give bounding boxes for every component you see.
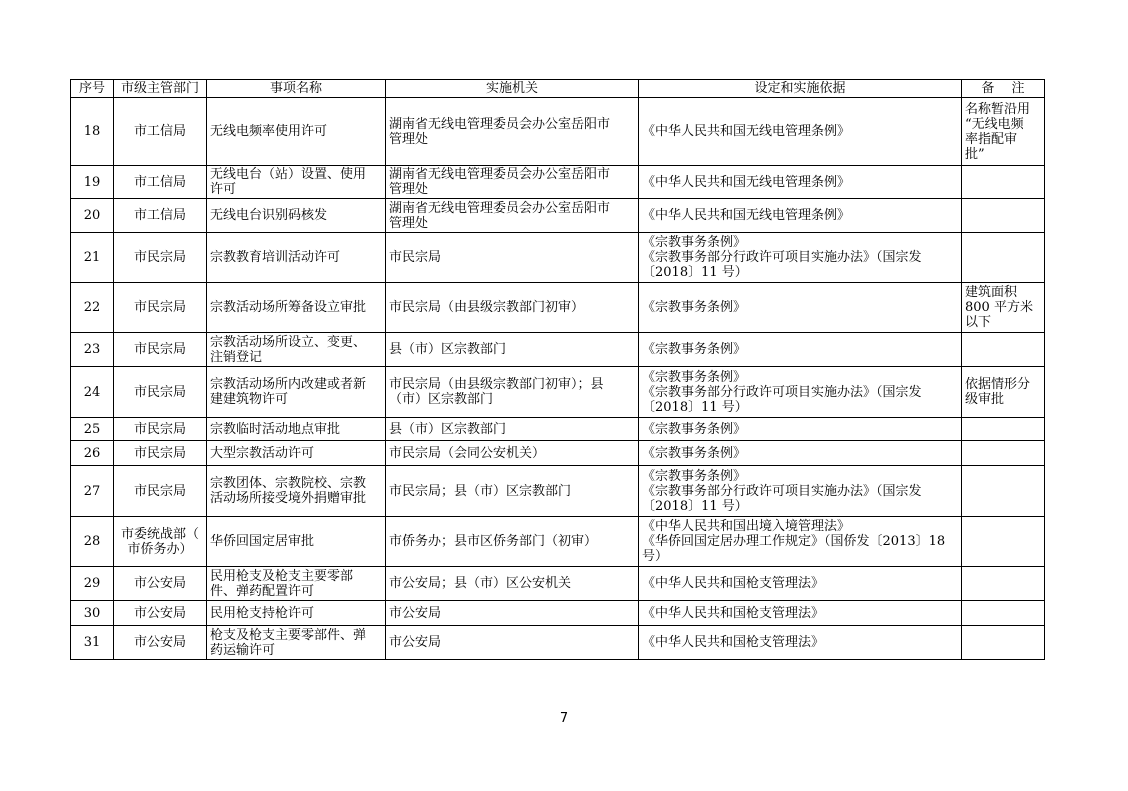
cell-line: 市民宗局 [133, 300, 186, 315]
cell-line: 《宗教事务条例》 [642, 300, 747, 315]
cell-line: 批” [965, 146, 985, 162]
cell-line: 宗教活动场所设立、变更、 [210, 334, 367, 350]
cell-line: 《宗教事务条例》 [642, 342, 747, 357]
cell-basis [639, 466, 962, 517]
cell-no: 22 [71, 283, 114, 333]
cell-line: 宗教临时活动地点审批 [210, 421, 341, 437]
cell-note [962, 466, 1045, 517]
cell-line: 枪支及枪支主要零部件、弹 [210, 627, 367, 643]
cell-basis [639, 98, 962, 166]
cell-no: 29 [71, 567, 114, 601]
cell-dept [114, 517, 207, 567]
cell-line: 《宗教事务部分行政许可项目实施办法》（国宗发 [642, 250, 922, 265]
cell-agency [386, 517, 639, 567]
cell-line: 市民宗局（会同公安机关） [389, 445, 546, 461]
cell-dept [114, 418, 207, 441]
table-row [71, 367, 1045, 418]
cell-item [207, 98, 386, 166]
cell-agency [386, 626, 639, 660]
cell-basis [639, 199, 962, 233]
cell-line: 民用枪支及枪支主要零部 [210, 568, 354, 584]
cell-item [207, 199, 386, 233]
cell-no: 26 [71, 441, 114, 466]
cell-dept [114, 98, 207, 166]
header-row [71, 80, 1045, 98]
cell-item [207, 367, 386, 418]
cell-basis [639, 283, 962, 333]
table-row [71, 441, 1045, 466]
cell-item [207, 466, 386, 517]
cell-line: 《宗教事务部分行政许可项目实施办法》（国宗发 [642, 483, 922, 499]
cell-line: 市公安局 [133, 605, 186, 621]
cell-item [207, 517, 386, 567]
cell-line: 市民宗局（由县级宗教部门初审）；县 [389, 377, 604, 392]
cell-agency [386, 441, 639, 466]
cell-no: 27 [71, 466, 114, 517]
cell-line: 市工信局 [133, 124, 186, 139]
cell-item [207, 166, 386, 199]
cell-line: 《中华人民共和国无线电管理条例》 [642, 208, 851, 223]
cell-line: 建筑面积 [965, 285, 1018, 300]
cell-basis [639, 418, 962, 441]
cell-line: （市）区宗教部门 [389, 392, 494, 407]
cell-no: 30 [71, 601, 114, 626]
cell-line: 〔2018〕11 号） [642, 399, 748, 415]
cell-line: 市民宗局 [133, 421, 186, 437]
cell-dept [114, 199, 207, 233]
cell-line: 《宗教事务部分行政许可项目实施办法》（国宗发 [642, 384, 922, 400]
cell-no: 19 [71, 166, 114, 199]
cell-note [962, 626, 1045, 660]
cell-basis [639, 233, 962, 283]
cell-line: 《中华人民共和国无线电管理条例》 [642, 174, 851, 190]
table-row [71, 601, 1045, 626]
cell-note [962, 98, 1045, 166]
table-row [71, 626, 1045, 660]
cell-dept [114, 626, 207, 660]
cell-line: 湖南省无线电管理委员会办公室岳阳市 [389, 116, 611, 132]
header-item: 事项名称 [207, 80, 386, 98]
cell-item [207, 601, 386, 626]
table-row [71, 233, 1045, 283]
cell-note [962, 418, 1045, 441]
cell-line: 宗教活动场所内改建或者新 [210, 377, 367, 392]
table-row [71, 199, 1045, 233]
cell-dept [114, 466, 207, 517]
cell-line: 号） [642, 549, 669, 564]
cell-basis [639, 333, 962, 367]
cell-line: 市民宗局 [133, 250, 186, 265]
cell-no: 18 [71, 98, 114, 166]
cell-basis [639, 441, 962, 466]
header-dept: 市级主管部门 [114, 80, 207, 98]
cell-line: 湖南省无线电管理委员会办公室岳阳市 [389, 200, 611, 216]
cell-note [962, 441, 1045, 466]
cell-no: 25 [71, 418, 114, 441]
cell-line: 级审批 [965, 392, 1005, 407]
cell-line: “无线电频 [965, 116, 1024, 132]
cell-agency [386, 601, 639, 626]
cell-dept [114, 601, 207, 626]
cell-note [962, 283, 1045, 333]
cell-line: 管理处 [389, 131, 429, 147]
cell-line: 依据情形分 [965, 377, 1031, 392]
cell-dept [114, 441, 207, 466]
cell-item [207, 567, 386, 601]
cell-item [207, 441, 386, 466]
cell-line: 市民宗局 [133, 342, 186, 357]
cell-note [962, 333, 1045, 367]
cell-item [207, 626, 386, 660]
cell-line: 《华侨回国定居办理工作规定》（国侨发〔2013〕18 [642, 534, 946, 549]
cell-line: 《中华人民共和国出境入境管理法》 [642, 519, 851, 534]
cell-no: 20 [71, 199, 114, 233]
cell-line: 华侨回国定居审批 [210, 534, 315, 549]
cell-line: 宗教教育培训活动许可 [210, 250, 341, 265]
cell-no: 21 [71, 233, 114, 283]
cell-line: 市民宗局（由县级宗教部门初审） [389, 300, 585, 315]
cell-line: 县（市）区宗教部门 [389, 421, 507, 437]
cell-line: 市公安局 [389, 635, 442, 650]
page-number: 7 [559, 711, 569, 726]
cell-item [207, 333, 386, 367]
cell-line: 市侨务办；县市区侨务部门（初审） [389, 534, 598, 549]
cell-no: 28 [71, 517, 114, 567]
cell-agency [386, 466, 639, 517]
cell-note [962, 166, 1045, 199]
cell-agency [386, 98, 639, 166]
cell-dept [114, 166, 207, 199]
cell-basis [639, 166, 962, 199]
cell-note [962, 601, 1045, 626]
table-row [71, 166, 1045, 199]
cell-item [207, 283, 386, 333]
cell-agency [386, 283, 639, 333]
cell-dept [114, 567, 207, 601]
cell-line: 市公安局 [133, 576, 186, 591]
cell-basis [639, 367, 962, 418]
cell-basis [639, 517, 962, 567]
cell-line: 《宗教事务条例》 [642, 421, 747, 437]
cell-line: 无线电频率使用许可 [210, 124, 328, 139]
cell-note [962, 367, 1045, 418]
cell-line: 件、弹药配置许可 [210, 583, 315, 599]
cell-agency [386, 166, 639, 199]
cell-line: 市民宗局 [133, 483, 186, 499]
cell-line: 县（市）区宗教部门 [389, 342, 507, 357]
cell-dept [114, 233, 207, 283]
header-note: 备 注 [962, 80, 1045, 98]
cell-line: 率指配审 [965, 131, 1018, 147]
cell-line: 市民宗局；县（市）区宗教部门 [389, 483, 572, 499]
cell-line: 注销登记 [210, 349, 263, 365]
cell-line: 市公安局；县（市）区公安机关 [389, 576, 572, 591]
cell-note [962, 233, 1045, 283]
cell-line: 市公安局 [133, 635, 186, 650]
cell-line: 《中华人民共和国枪支管理法》 [642, 635, 825, 650]
cell-agency [386, 367, 639, 418]
cell-basis [639, 626, 962, 660]
cell-item [207, 233, 386, 283]
cell-agency [386, 418, 639, 441]
table-row [71, 283, 1045, 333]
cell-line: 宗教团体、宗教院校、宗教 [210, 476, 367, 491]
cell-line: 民用枪支持枪许可 [210, 605, 315, 621]
cell-line: 市工信局 [133, 208, 186, 223]
cell-line: 《宗教事务条例》 [642, 445, 747, 461]
cell-line: 市民宗局 [389, 250, 442, 265]
cell-line: 市民宗局 [133, 384, 186, 400]
cell-line: 以下 [965, 315, 992, 330]
cell-line: 市公安局 [389, 605, 442, 621]
cell-line: 建建筑物许可 [210, 392, 289, 407]
cell-note [962, 567, 1045, 601]
cell-line: 市侨务办） [127, 541, 193, 557]
cell-agency [386, 333, 639, 367]
table-row [71, 418, 1045, 441]
cell-line: 许可 [210, 182, 237, 197]
cell-line: 《宗教事务条例》 [642, 468, 747, 484]
cell-line: 《中华人民共和国枪支管理法》 [642, 605, 825, 621]
table-row [71, 567, 1045, 601]
table-row [71, 466, 1045, 517]
cell-line: 《宗教事务条例》 [642, 235, 747, 250]
cell-basis [639, 567, 962, 601]
cell-item [207, 418, 386, 441]
cell-no: 23 [71, 333, 114, 367]
cell-line: 宗教活动场所筹备设立审批 [210, 300, 367, 315]
header-no: 序号 [71, 80, 114, 98]
header-basis: 设定和实施依据 [639, 80, 962, 98]
cell-agency [386, 567, 639, 601]
cell-line: 市委统战部（ [120, 526, 199, 542]
cell-dept [114, 367, 207, 418]
cell-note [962, 517, 1045, 567]
cell-line: 无线电台识别码核发 [210, 208, 328, 223]
header-agency: 实施机关 [386, 80, 639, 98]
cell-line: 市民宗局 [133, 445, 186, 461]
cell-no: 31 [71, 626, 114, 660]
table-row [71, 517, 1045, 567]
cell-line: 无线电台（站）设置、使用 [210, 167, 367, 182]
cell-line: 药运输许可 [210, 642, 276, 658]
cell-line: 管理处 [389, 215, 429, 231]
cell-line: 《中华人民共和国枪支管理法》 [642, 576, 825, 591]
cell-line: 湖南省无线电管理委员会办公室岳阳市 [389, 167, 611, 182]
cell-line: 活动场所接受境外捐赠审批 [210, 491, 367, 506]
cell-line: 800 平方米 [965, 300, 1033, 315]
cell-agency [386, 233, 639, 283]
cell-line: 管理处 [389, 182, 429, 197]
cell-line: 〔2018〕11 号） [642, 498, 748, 514]
cell-basis [639, 601, 962, 626]
cell-dept [114, 333, 207, 367]
cell-note [962, 199, 1045, 233]
cell-line: 市工信局 [133, 174, 186, 190]
cell-line: 《宗教事务条例》 [642, 369, 747, 385]
cell-no: 24 [71, 367, 114, 418]
cell-line: 大型宗教活动许可 [210, 445, 315, 461]
table-row [71, 98, 1045, 166]
cell-line: 名称暂沿用 [965, 101, 1031, 117]
items-table [70, 79, 1045, 660]
cell-dept [114, 283, 207, 333]
table-row [71, 333, 1045, 367]
cell-line: 〔2018〕11 号） [642, 265, 748, 280]
cell-agency [386, 199, 639, 233]
cell-line: 《中华人民共和国无线电管理条例》 [642, 124, 851, 139]
